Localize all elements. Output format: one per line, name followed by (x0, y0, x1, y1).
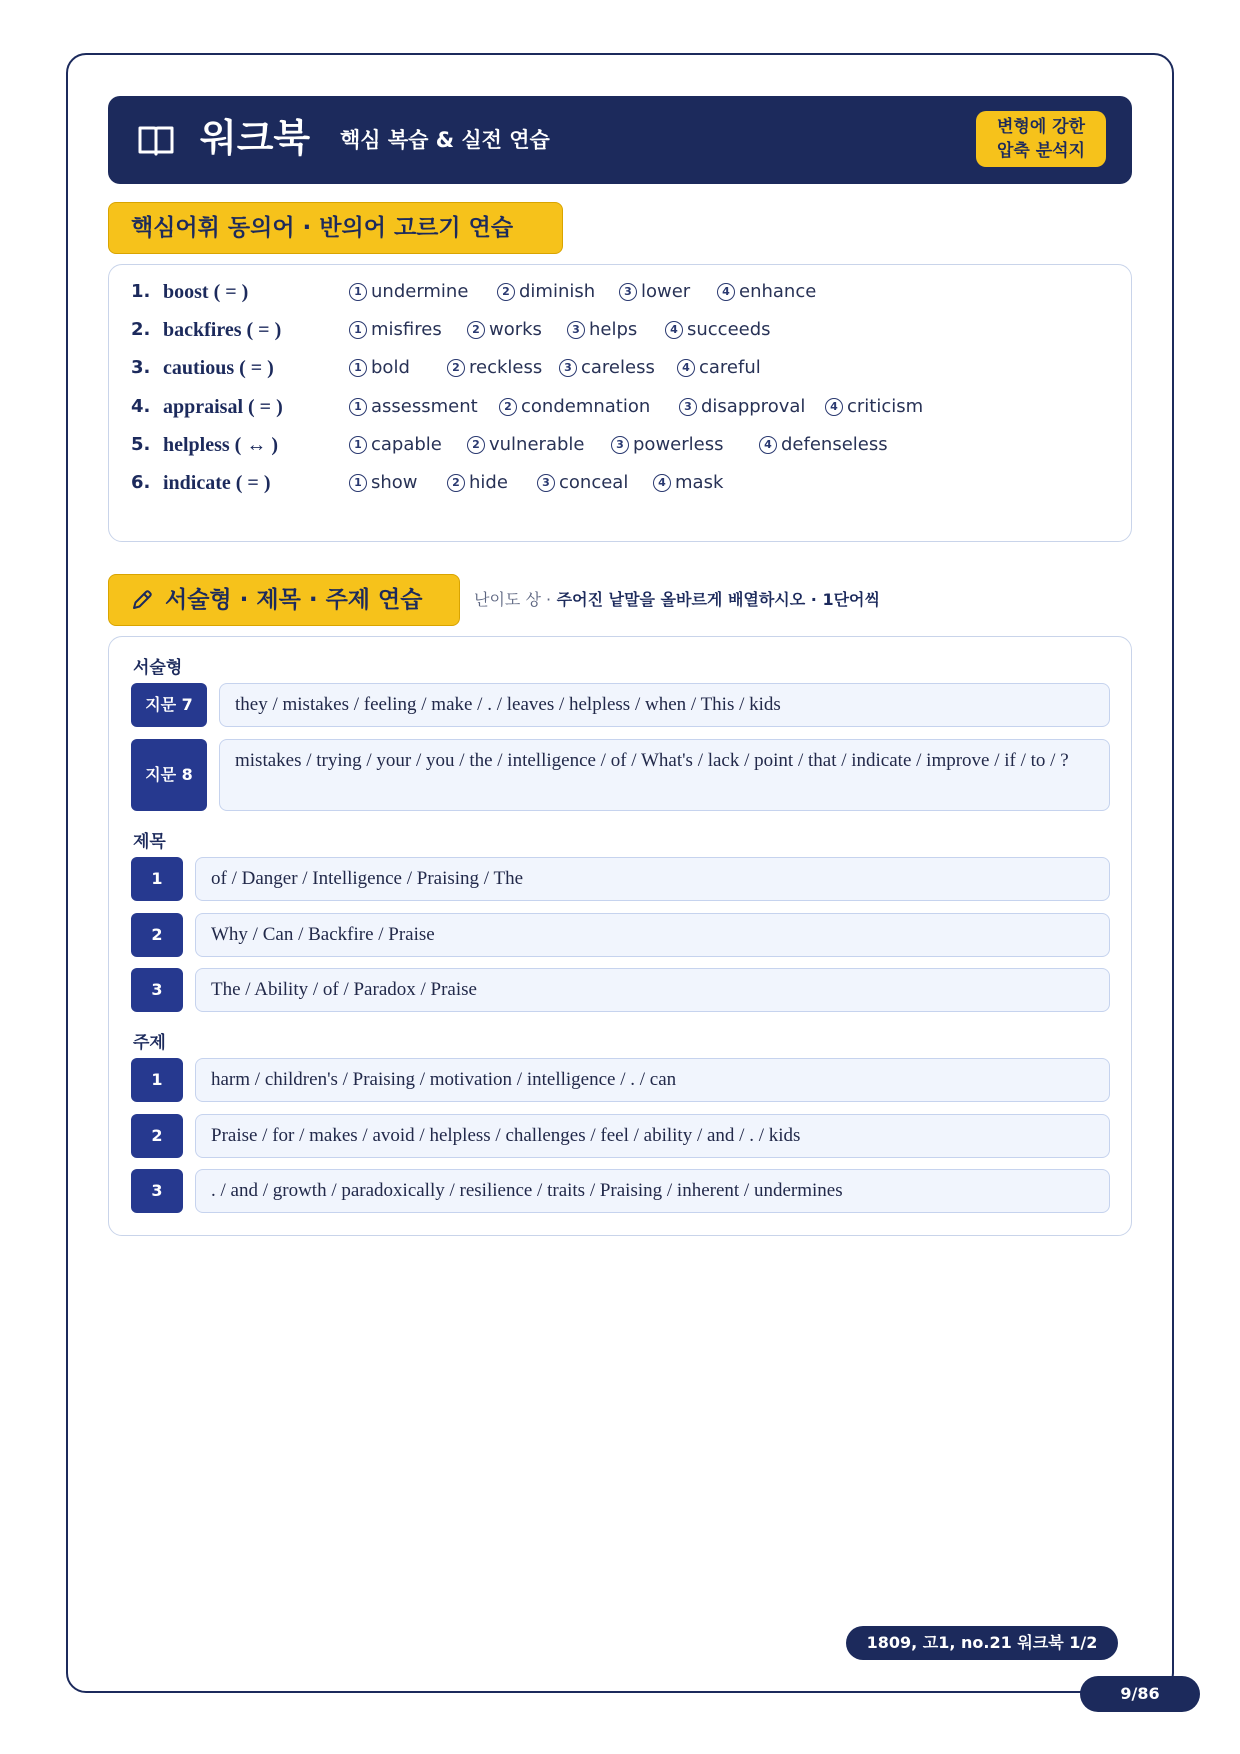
option-text: lower (641, 281, 691, 302)
option-text: capable (371, 434, 442, 455)
vocab-option[interactable] (349, 353, 410, 383)
vocab-word: helpless ( ↔ ) (163, 434, 278, 456)
vocab-option[interactable] (537, 468, 628, 498)
row-badge: 2 (131, 913, 183, 957)
vocab-option[interactable] (349, 430, 442, 460)
word-order-field[interactable]: they / mistakes / feeling / make / . / leaves / helpless / when / This / kids (219, 683, 1110, 727)
vocab-number: 1. (131, 281, 151, 302)
vocab-number: 6. (131, 472, 151, 493)
vocab-option[interactable] (349, 392, 478, 422)
vocab-option[interactable] (825, 392, 923, 422)
option-text: succeeds (687, 319, 771, 340)
option-text: enhance (739, 281, 817, 302)
page-title: 워크북 (200, 116, 311, 160)
option-marker: 1 (349, 398, 367, 416)
vocab-option[interactable] (611, 430, 723, 460)
vocab-row (131, 468, 1111, 498)
option-marker: 3 (537, 474, 555, 492)
vocab-option[interactable] (349, 277, 468, 307)
option-marker: 3 (567, 321, 585, 339)
option-text: disapproval (701, 396, 806, 417)
vocab-option[interactable] (653, 468, 723, 498)
option-marker: 1 (349, 474, 367, 492)
option-text: works (489, 319, 542, 340)
option-text: conceal (559, 472, 629, 493)
option-text: defenseless (781, 434, 888, 455)
vocab-row (131, 392, 1111, 422)
option-text: vulnerable (489, 434, 585, 455)
vocab-section-title: 핵심어휘 동의어 · 반의어 고르기 연습 (108, 202, 563, 254)
vocab-option[interactable] (467, 430, 584, 460)
vocab-option[interactable] (447, 353, 542, 383)
option-marker: 4 (717, 283, 735, 301)
vocab-option[interactable] (679, 392, 805, 422)
option-marker: 3 (559, 359, 577, 377)
writing-section-title: 서술형 · 제목 · 주제 연습 (165, 587, 423, 613)
option-text: bold (371, 357, 410, 378)
page-number: 9/86 (1080, 1676, 1200, 1712)
vocab-option[interactable] (447, 468, 508, 498)
writing-box (108, 636, 1132, 1236)
option-marker: 2 (467, 321, 485, 339)
option-marker: 3 (619, 283, 637, 301)
option-text: show (371, 472, 418, 493)
option-text: careless (581, 357, 655, 378)
option-marker: 2 (447, 359, 465, 377)
vocab-option[interactable] (349, 315, 442, 345)
word-order-field[interactable]: Why / Can / Backfire / Praise (195, 913, 1110, 957)
page-subtitle: 핵심 복습 & 실전 연습 (340, 128, 550, 152)
option-text: assessment (371, 396, 478, 417)
row-badge: 3 (131, 1169, 183, 1213)
option-text: criticism (847, 396, 924, 417)
badge-line2: 압축 분석지 (996, 141, 1086, 161)
vocab-row (131, 353, 1111, 383)
instruction-text: 주어진 낱말을 올바르게 배열하시오 · 1단어씩 (556, 590, 880, 609)
title-label: 제목 (133, 832, 166, 852)
option-text: mask (675, 472, 724, 493)
vocab-box (108, 264, 1132, 542)
vocab-row (131, 315, 1111, 345)
vocab-number: 2. (131, 319, 151, 340)
open-book-icon (136, 120, 176, 160)
writing-section-tab (108, 574, 460, 626)
badge-line1: 변형에 강한 (996, 117, 1086, 137)
vocab-number: 3. (131, 357, 151, 378)
option-marker: 1 (349, 359, 367, 377)
vocab-word: boost ( = ) (163, 281, 249, 303)
option-marker: 2 (447, 474, 465, 492)
word-order-field[interactable]: Praise / for / makes / avoid / helpless / challenges / feel / ability / and / . / kids (195, 1114, 1110, 1158)
option-marker: 1 (349, 283, 367, 301)
vocab-option[interactable] (619, 277, 690, 307)
vocab-word: cautious ( = ) (163, 357, 274, 379)
option-marker: 4 (825, 398, 843, 416)
vocab-option[interactable] (717, 277, 816, 307)
option-text: diminish (519, 281, 596, 302)
footer-label: 1809, 고1, no.21 워크북 1/2 (846, 1626, 1118, 1660)
row-badge: 3 (131, 968, 183, 1012)
option-marker: 4 (677, 359, 695, 377)
row-badge: 2 (131, 1114, 183, 1158)
pencil-icon (131, 589, 153, 611)
option-marker: 1 (349, 436, 367, 454)
vocab-row (131, 430, 1111, 460)
option-text: undermine (371, 281, 469, 302)
option-text: condemnation (521, 396, 651, 417)
vocab-option[interactable] (559, 353, 655, 383)
vocab-number: 4. (131, 396, 151, 417)
vocab-option[interactable] (665, 315, 771, 345)
vocab-option[interactable] (759, 430, 888, 460)
word-order-field[interactable]: The / Ability / of / Paradox / Praise (195, 968, 1110, 1012)
practice-description (474, 586, 880, 614)
word-order-field[interactable]: . / and / growth / paradoxically / resilience / traits / Praising / inherent / undermines (195, 1169, 1110, 1213)
vocab-row (131, 277, 1111, 307)
vocab-word: backfires ( = ) (163, 319, 282, 341)
option-text: reckless (469, 357, 543, 378)
vocab-option[interactable] (497, 277, 595, 307)
row-badge: 지문 7 (131, 683, 207, 727)
option-marker: 2 (499, 398, 517, 416)
vocab-option[interactable] (567, 315, 637, 345)
option-text: hide (469, 472, 508, 493)
option-text: misfires (371, 319, 442, 340)
vocab-option[interactable] (677, 353, 761, 383)
workbook-header (108, 96, 1132, 184)
option-marker: 2 (497, 283, 515, 301)
row-badge: 1 (131, 857, 183, 901)
topic-label: 주제 (133, 1033, 166, 1053)
vocab-number: 5. (131, 434, 151, 455)
vocab-option[interactable] (499, 392, 650, 422)
option-text: helps (589, 319, 638, 340)
header-badge (976, 111, 1106, 167)
option-marker: 4 (653, 474, 671, 492)
option-marker: 1 (349, 321, 367, 339)
option-marker: 4 (759, 436, 777, 454)
option-marker: 3 (611, 436, 629, 454)
option-marker: 2 (467, 436, 485, 454)
word-order-field[interactable]: mistakes / trying / your / you / the / intelligence / of / What's / lack / point / that / indicate / improve / if / to / ? (219, 739, 1110, 811)
word-order-field[interactable]: harm / children's / Praising / motivation / intelligence / . / can (195, 1058, 1110, 1102)
vocab-word: indicate ( = ) (163, 472, 271, 494)
option-text: powerless (633, 434, 724, 455)
word-order-field[interactable]: of / Danger / Intelligence / Praising / The (195, 857, 1110, 901)
option-text: careful (699, 357, 761, 378)
option-marker: 4 (665, 321, 683, 339)
vocab-option[interactable] (349, 468, 418, 498)
row-badge: 1 (131, 1058, 183, 1102)
option-marker: 3 (679, 398, 697, 416)
difficulty-label: 난이도 상 · (474, 590, 552, 609)
essay-label: 서술형 (133, 658, 183, 678)
row-badge: 지문 8 (131, 739, 207, 811)
vocab-option[interactable] (467, 315, 542, 345)
vocab-word: appraisal ( = ) (163, 396, 283, 418)
